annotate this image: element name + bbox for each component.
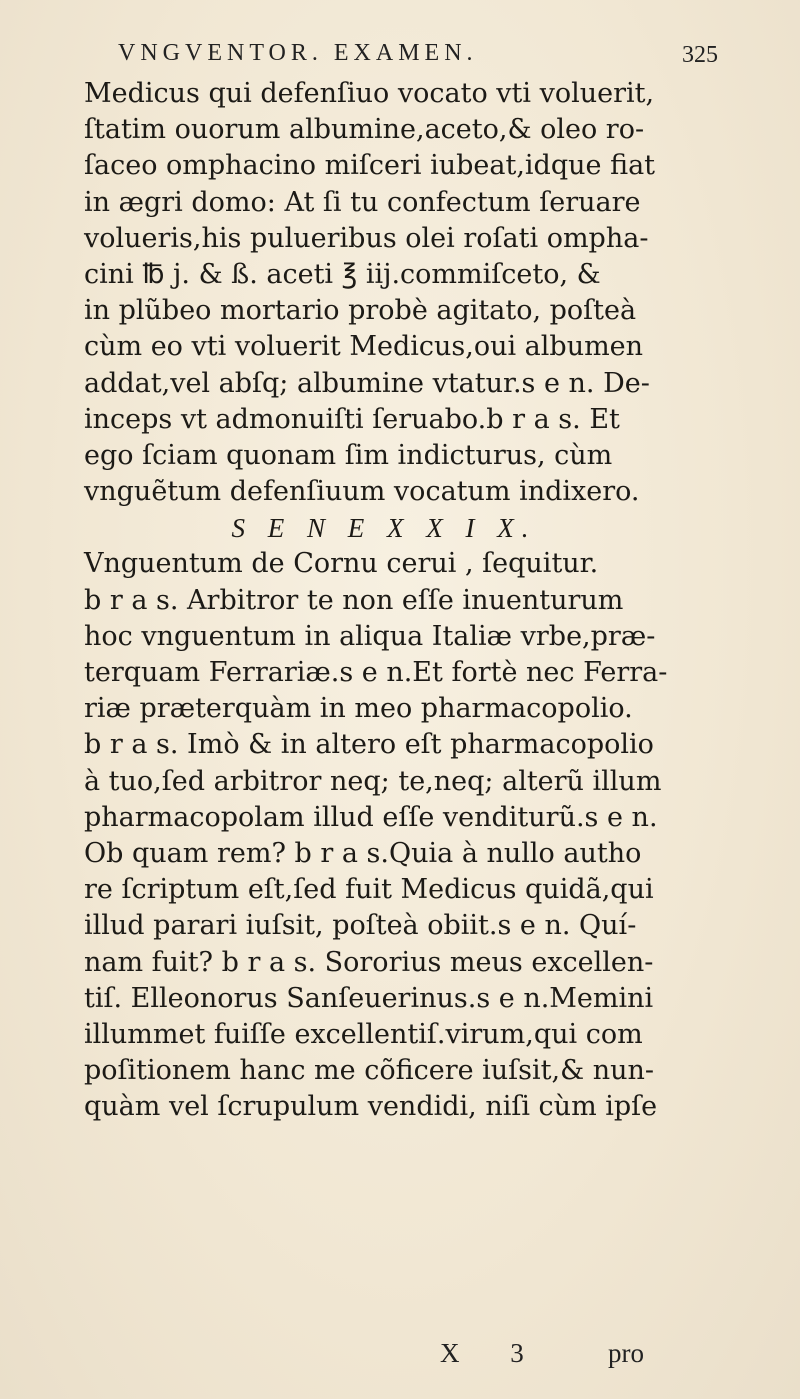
text-line: à tuo,ſed arbitror neq; te,neq; alterũ illum — [84, 765, 662, 797]
text-line: addat,vel abſq; albumine vtatur.s e n. De- — [84, 367, 650, 399]
text-line: poſitionem hanc me cõficere iuſsit,& nun- — [84, 1055, 655, 1087]
signature-mark: X 3 — [440, 1338, 546, 1368]
text-line: hoc vnguentum in aliqua Italiæ vrbe,præ- — [84, 620, 656, 652]
text-line: cini ℔ j. & ß. aceti ℥ iij.commiſceto, & — [84, 258, 601, 290]
text-line: quàm vel ſcrupulum vendidi, niſi cùm ipſe — [84, 1091, 658, 1123]
running-title: VNGVENTOR. EXAMEN. — [118, 40, 478, 66]
text-line: nam fuit? b r a s. Sororius meus excellen- — [84, 946, 654, 978]
text-line: in ægri domo: At ſi tu confectum ſeruare — [84, 186, 641, 218]
text-line: Vnguentum de Cornu cerui , ſequitur. — [84, 548, 599, 580]
page-footer — [0, 1338, 800, 1378]
text-line: ſtatim ouorum albumine,aceto,& oleo ro- — [84, 114, 645, 146]
text-line: Medicus qui defenſiuo vocato vti voluerit, — [84, 78, 655, 109]
text-line: tiſ. Elleonorus Sanſeuerinus.s e n.Memini — [84, 982, 654, 1014]
text-line: re ſcriptum eſt,ſed fuit Medicus quidã,qui — [84, 874, 654, 906]
body-text — [84, 76, 724, 1125]
page-number: 325 — [682, 42, 718, 68]
text-line: Ob quam rem? b r a s.Quia à nullo autho — [84, 837, 642, 869]
text-line: illummet fuiſſe excellentiſ.virum,qui com — [84, 1018, 643, 1050]
section-heading: S E N E X X I X. — [231, 513, 537, 544]
text-line: b r a s. Imò & in altero eſt pharmacopolio — [84, 729, 654, 761]
text-line: terquam Ferrariæ.s e n.Et fortè nec Ferra- — [84, 657, 668, 688]
text-line: b r a s. Arbitror te non eſſe inuenturum — [84, 584, 624, 616]
text-line: ſaceo omphacino miſceri iubeat,idque fiat — [84, 150, 656, 182]
text-line: riæ præterquàm in meo pharmacopolio. — [84, 693, 633, 725]
text-line: volueris,his pulueribus olei roſati ompha- — [84, 222, 649, 254]
text-line: inceps vt admonuiſti ſeruabo.b r a s. Et — [84, 403, 620, 435]
catchword: pro — [608, 1338, 644, 1368]
text-line: cùm eo vti voluerit Medicus,oui albumen — [84, 331, 644, 363]
text-line: pharmacopolam illud eſſe venditurũ.s e n. — [84, 801, 658, 833]
text-line: ego ſciam quonam ſim indicturus, cùm — [84, 439, 613, 471]
text-line: vnguẽtum defenſiuum vocatum indixero. — [84, 476, 640, 508]
text-line: illud parari iuſsit, poſteà obiit.s e n. Quí- — [84, 910, 637, 942]
text-line: in plũbeo mortario probè agitato, poſteà — [84, 295, 637, 327]
